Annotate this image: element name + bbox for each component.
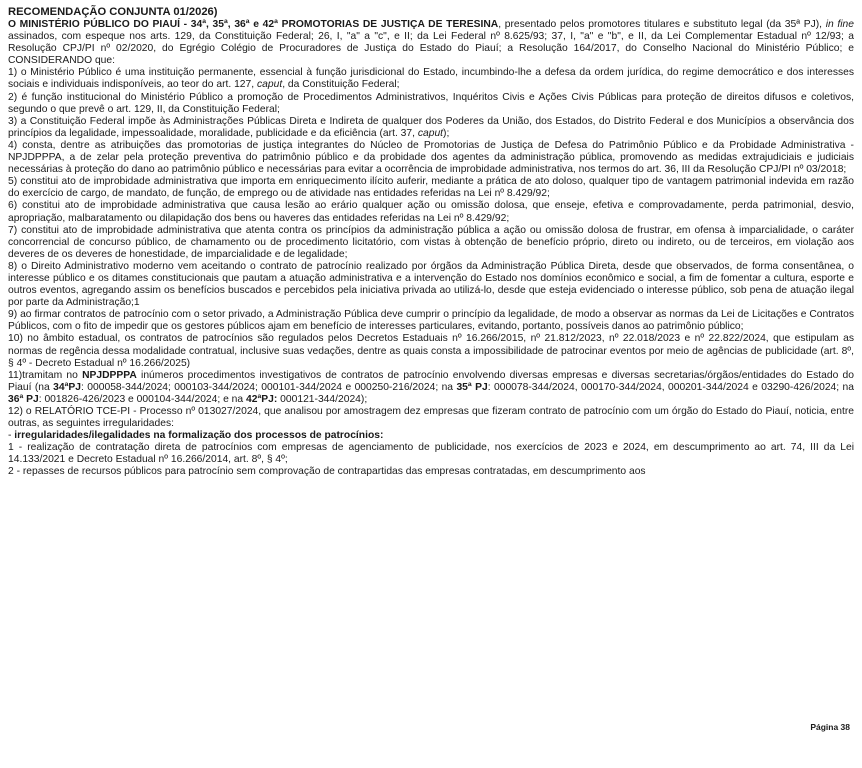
item-11-bold-1: NPJDPPPA — [82, 369, 137, 381]
item-3 — [8, 116, 854, 140]
subheading-prefix: - — [8, 430, 15, 442]
item-11-text-4: : 000078-344/2024, 000170-344/2024, 000201-344/2024 e 03290-426/2024; na — [487, 381, 854, 393]
page-number: Página 38 — [810, 722, 850, 732]
item-11-bold-4: 36ª PJ — [8, 393, 39, 405]
intro-text-1: , presentado pelos promotores titulares e substituto legal (da 35ª PJ), — [498, 19, 826, 30]
item-5: 5) constitui ato de improbidade administrativa que importa em enriquecimento ilícito auferir, mediante a prática de ato doloso, qualquer tipo de vantagem patrimonial indevida em razão do exercício de cargo, de mandato, de função, de emprego ou de atividade nas entidades referidas na Lei nº 8.429/92; — [8, 176, 854, 200]
sub-item-1: 1 - realização de contratação direta de patrocínios com empresas de agenciamento de publicidade, nos exercícios de 2023 e 2024, em descumprimento ao art. 74, III da Lei 14.133/2021 e Decreto Estadual nº 16.266/2014, art. 8º, § 4º; — [8, 442, 854, 466]
item-9: 9) ao firmar contratos de patrocínio com o setor privado, a Administração Pública deve cumprir o princípio da legalidade, de modo a observar as normas da Lei de Licitações e Contratos Públicos, com o fito de impedir que os gestores públicos ajam em benefício de interesses particulares, evitando, portanto, possíveis danos ao patrimônio público; — [8, 309, 854, 333]
intro-bold: O MINISTÉRIO PÚBLICO DO PIAUÍ - 34ª, 35ª, 36ª e 42ª PROMOTORIAS DE JUSTIÇA DE TERESINA — [8, 19, 499, 30]
item-1-text-1: 1) o Ministério Público é uma instituição permanente, essencial à função jurisdicional do Estado, incumbindo-lhe a defesa da ordem jurídica, do regime democrático e dos interesses sociais e individuais indisponíveis, ao teor do art. 127, — [8, 67, 854, 91]
intro-italic: in fine — [825, 19, 854, 30]
item-11-text-6: 000121-344/2024); — [277, 393, 368, 405]
item-6: 6) constitui ato de improbidade administrativa que causa lesão ao erário qualquer ação ou omissão dolosa, que enseje, efetiva e comprovadamente, perda patrimonial, desvio, apropriação, malbaratamento ou dilapidação dos bens ou haveres das entidades referidas na Lei nº 8.429/92; — [8, 200, 854, 224]
intro-text-2: assinados, com espeque nos arts. 129, da Constituição Federal; 26, I, "a" a "c", e II; da Lei Federal nº 8.625/93; 37, I, "a" e "b", e II, da Lei Complementar Estadual nº 12/93; a Resolução CPJ/PI nº 02/2020, do Egrégio Colégio de Procuradores de Justiça do Estado do Piauí; a Resolução 164/2017, do Conselho Nacional do Ministério Público; e CONSIDERANDO que: — [8, 31, 854, 67]
item-3-text-1: 3) a Constituição Federal impõe às Administrações Públicas Direta e Indireta de qualquer dos Poderes da União, dos Estados, do Distrito Federal e dos Municípios a observância dos princípios da legalidade, impessoalidade, moralidade, publicidade e da eficiência (art. 37, — [8, 115, 854, 139]
item-11-text-5: : 001826-426/2023 e 000104-344/2024; e na — [38, 393, 246, 405]
item-11-text-2: inúmeros procedimentos investigativos de contratos de patrocínio envolvendo diversas empresas e diversas secretarias/órgãos/entidades do Estado do Piauí (na — [8, 369, 854, 393]
intro-paragraph — [8, 19, 854, 67]
item-7: 7) constitui ato de improbidade administrativa que atenta contra os princípios da administração pública a ação ou omissão dolosa de frustrar, em ofensa à imparcialidade, o caráter concorrencial de concurso público, de chamamento ou de procedimento licitatório, com vistas à obtenção de benefício próprio, direto ou indireto, ou de terceiros, em violação aos deveres de os deveres de honestidade, de imparcialidade e de legalidade; — [8, 224, 854, 260]
item-1-italic: caput — [257, 79, 283, 91]
item-2: 2) é função institucional do Ministério Público a promoção de Procedimentos Administrativos, Inquéritos Civis e Ações Civis Públicas para proteção de direitos difusos e coletivos, segundo o que prevê o art. 129, II, da Constituição Federal; — [8, 91, 854, 115]
document-title: RECOMENDAÇÃO CONJUNTA 01/2026) — [8, 6, 218, 18]
item-11-text-3: : 000058-344/2024; 000103-344/2024; 000101-344/2024 e 000250-216/2024; na — [81, 381, 457, 393]
item-8: 8) o Direito Administrativo moderno vem aceitando o contrato de patrocínio realizado por órgãos da Administração Pública Direta, desde que observados, de forma consentânea, o interesse público e os ditames constitucionais que pautam a atuação administrativa e a intervenção do Estado nos domínios econômico e social, a fim de fomentar a cultura, esporte e outros eventos, agregando assim os benefícios buscados e percebidos pela iniciativa privada ao utilizá-lo, desde que esteja evidenciado o interesse público, sob pena de atuação ilegal por parte da Administração;1 — [8, 260, 854, 309]
document-body — [8, 6, 854, 479]
item-12: 12) o RELATÓRIO TCE-PI - Processo nº 013027/2024, que analisou por amostragem dez empresas que fizeram contrato de patrocínio com um órgão do Estado do Piauí, noticia, entre outras, as seguintes irregularidades: — [8, 406, 854, 430]
item-11-bold-3: 35ª PJ — [456, 381, 488, 393]
item-11-bold-2: 34ªPJ — [53, 381, 82, 393]
subheading-text: irregularidades/ilegalidades na formalização dos processos de patrocínios: — [14, 430, 384, 442]
item-4: 4) consta, dentre as atribuições das promotorias de justiça integrantes do Núcleo de Promotorias de Justiça de Defesa do Patrimônio Público e da Probidade Administrativa - NPJDPPPA, a de zelar pela proteção preventiva do patrimônio público e da probidade dos agentes da administração pública, promovendo as medidas extrajudiciais e judiciais necessárias à proteção do dano ao patrimônio público e necessárias para evitar a ocorrência de improbidade administrativa, nos termos do art. 36, III da Resolução CPJ/PI nº 03/2018; — [8, 139, 854, 176]
subheading — [8, 430, 854, 442]
item-11-text-1: 11)tramitam no — [8, 369, 83, 381]
item-10: 10) no âmbito estadual, os contratos de patrocínios são regulados pelos Decretos Estaduais nº 16.266/2015, nº 21.812/2023, nº 22.018/2023 e nº 22.822/2024, que estipulam as normas de regência dessa modalidade contratual, inclusive suas vedações, dentre as quais consta a impossibilidade de patrocinar eventos por meio de agências de publicidade (art. 8º, § 4º - Decreto Estadual nº 16.266/2025) — [8, 333, 854, 369]
item-1-text-2: , da Constituição Federal; — [282, 79, 400, 91]
item-3-text-2: ); — [443, 127, 450, 139]
item-11 — [8, 370, 854, 406]
item-1 — [8, 67, 854, 91]
item-3-italic: caput — [417, 127, 444, 139]
item-11-bold-5: 42ªPJ: — [246, 393, 278, 405]
sub-item-2: 2 - repasses de recursos públicos para patrocínio sem comprovação de contrapartidas das empresas contratadas, em descumprimento aos — [8, 466, 646, 478]
